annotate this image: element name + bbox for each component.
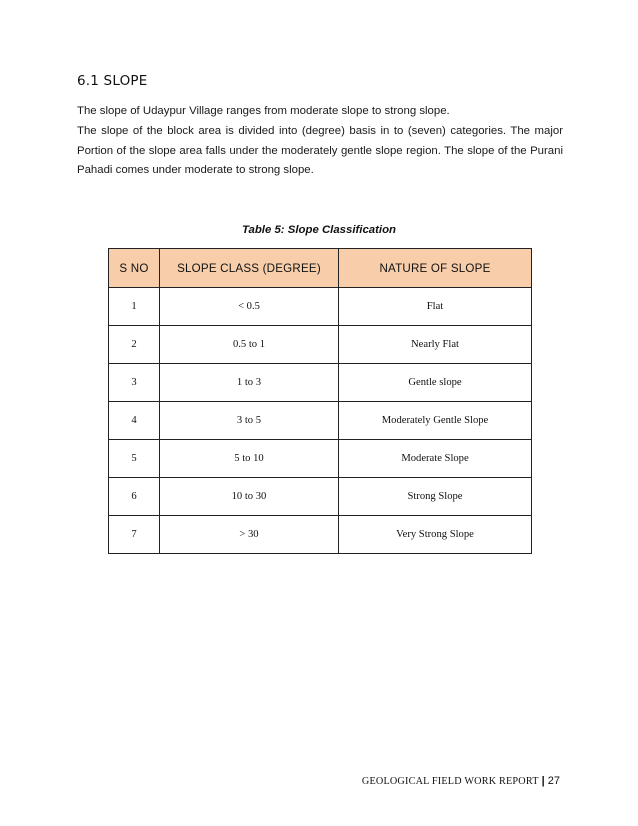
cell-sno: 7 xyxy=(109,516,160,554)
section-heading: 6.1 SLOPE xyxy=(77,73,148,89)
cell-sno: 3 xyxy=(109,364,160,402)
slope-classification-table xyxy=(108,248,532,554)
cell-slope-class: 0.5 to 1 xyxy=(160,326,339,364)
table-row xyxy=(109,402,532,440)
table-row xyxy=(109,326,532,364)
cell-nature: Gentle slope xyxy=(339,364,532,402)
table-row xyxy=(109,288,532,326)
cell-slope-class: 5 to 10 xyxy=(160,440,339,478)
cell-slope-class: < 0.5 xyxy=(160,288,339,326)
page-footer xyxy=(362,775,560,787)
table-row xyxy=(109,364,532,402)
table-row xyxy=(109,516,532,554)
header-nature-of-slope: NATURE OF SLOPE xyxy=(339,249,532,288)
cell-sno: 1 xyxy=(109,288,160,326)
header-sno: S NO xyxy=(109,249,160,288)
cell-nature: Flat xyxy=(339,288,532,326)
cell-slope-class: 10 to 30 xyxy=(160,478,339,516)
cell-nature: Moderately Gentle Slope xyxy=(339,402,532,440)
cell-nature: Strong Slope xyxy=(339,478,532,516)
header-slope-class: SLOPE CLASS (DEGREE) xyxy=(160,249,339,288)
page-number: 27 xyxy=(547,775,560,787)
footer-separator: | xyxy=(541,775,545,787)
paragraph-categories: The slope of the block area is divided into (degree) basis in to (seven) categories. The major Portion of the slope area falls under the moderately gentle slope region. The slope of the Purani Pahadi comes under moderate to strong slope. xyxy=(77,124,563,177)
cell-sno: 6 xyxy=(109,478,160,516)
cell-slope-class: 1 to 3 xyxy=(160,364,339,402)
paragraph-intro: The slope of Udaypur Village ranges from moderate slope to strong slope. xyxy=(77,105,450,117)
cell-nature: Very Strong Slope xyxy=(339,516,532,554)
footer-report-title: GEOLOGICAL FIELD WORK REPORT xyxy=(361,776,539,787)
cell-sno: 4 xyxy=(109,402,160,440)
cell-slope-class: > 30 xyxy=(160,516,339,554)
table-row xyxy=(109,478,532,516)
table-header-row xyxy=(109,249,532,288)
table-row xyxy=(109,440,532,478)
cell-nature: Nearly Flat xyxy=(339,326,532,364)
cell-nature: Moderate Slope xyxy=(339,440,532,478)
cell-sno: 5 xyxy=(109,440,160,478)
cell-slope-class: 3 to 5 xyxy=(160,402,339,440)
cell-sno: 2 xyxy=(109,326,160,364)
table-caption: Table 5: Slope Classification xyxy=(241,224,397,236)
